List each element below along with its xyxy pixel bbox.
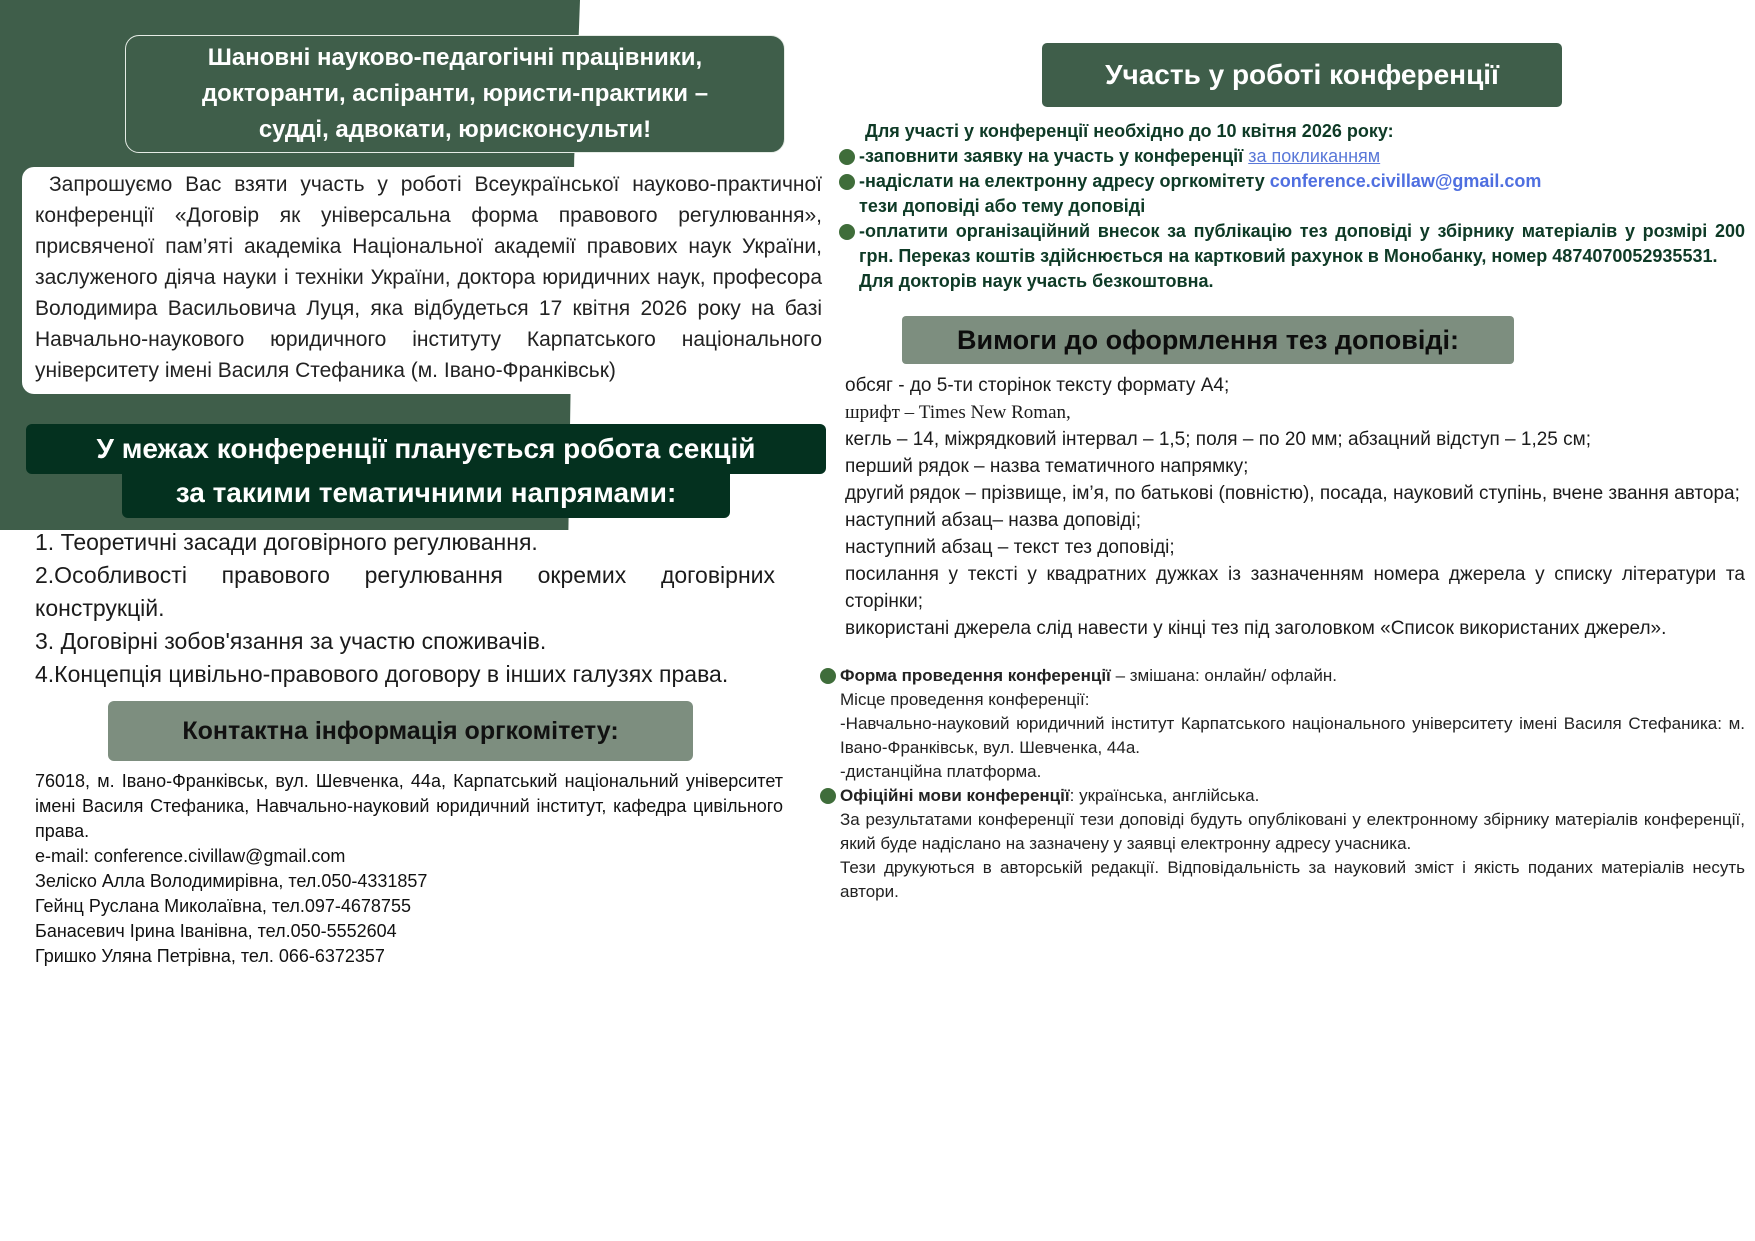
bullet-icon (839, 149, 855, 165)
publication-note: За результатами конференції тези доповіді будуть опубліковані у електронному збірнику матеріалів конференції, який буде надіслано на зазначену у заявці електронну адресу учасника. (840, 810, 1745, 853)
requirements-block (830, 372, 1745, 642)
languages-label: Офіційні мови конференції (840, 786, 1070, 805)
greeting-line: судді, адвокати, юрисконсульти! (258, 116, 652, 143)
req-first-line: перший рядок – назва тематичного напрямку; (845, 456, 1249, 477)
left-column (22, 0, 830, 969)
contact-person: Зеліско Алла Володимирівна, тел.050-4331857 (35, 871, 428, 891)
bullet-icon (820, 788, 836, 804)
topic-item: 4.Концепція цивільно-правового договору в інших галузях права. (35, 661, 729, 687)
invitation-paragraph: Запрошуємо Вас взяти участь у роботі Всеукраїнської науково-практичної конференції «Договір як універсальна форма правового регулювання», присвяченої пам’яті академіка Національної академії правових наук України, заслуженого діяча науки і техніки України, доктора юридичних наук, професора Володимира Васильовича Луця, яка відбудеться 17 квітня 2026 року на базі Навчально-наукового юридичного інституту Карпатського національного університету імені Василя Стефаника (м. Івано-Франківськ) (35, 173, 822, 382)
sections-header (22, 424, 830, 518)
greeting-line: докторанти, аспіранти, юристи-практики – (201, 80, 709, 107)
step-text: -надіслати на електронну адресу оргкомітету (859, 171, 1270, 191)
participation-intro: Для участі у конференції необхідно до 10 квітня 2026 року: (865, 121, 1394, 141)
topic-item: 2.Особливості правового регулювання окремих договірних конструкцій. (35, 562, 775, 621)
sections-header-line1: У межах конференції планується робота секцій (26, 424, 826, 474)
topic-item: 3. Договірні зобов'язання за участю споживачів. (35, 628, 547, 654)
responsibility-note: Тези друкуються в авторській редакції. Відповідальність за науковий зміст і якість поданих матеріалів несуть автори. (840, 858, 1745, 901)
info-format (820, 664, 1745, 688)
req-second-line: другий рядок – прізвище, ім’я, по батькові (повністю), посада, науковий ступінь, вчене звання автора; (845, 483, 1740, 504)
venue-label: Місце проведення конференції: (840, 690, 1090, 709)
step-text: -заповнити заявку на участь у конференції (859, 146, 1249, 166)
requirements-header: Вимоги до оформлення тез доповіді: (902, 316, 1514, 364)
remote-platform: -дистанційна платформа. (840, 762, 1042, 781)
step-text: -оплатити організаційний внесок за публікацію тез доповіді у збірнику матеріалів у розмірі 200 грн. Переказ коштів здійснюється на картковий рахунок в Монобанку, номер 4874070052935531. (859, 221, 1745, 266)
participation-step-payment (835, 219, 1745, 269)
format-value: – змішана: онлайн/ офлайн. (1110, 666, 1337, 685)
participation-step-send (835, 169, 1745, 219)
step-text-tail: тези доповіді або тему доповіді (859, 196, 1146, 216)
right-column (830, 0, 1745, 904)
req-sources: використані джерела слід навести у кінці тез під заголовком «Список використаних джерел». (845, 618, 1667, 639)
info-languages (820, 784, 1745, 808)
intro-card (22, 167, 830, 394)
req-size: кегль – 14, міжрядковий інтервал – 1,5; поля – по 20 мм; абзацний відступ – 1,25 см; (845, 429, 1591, 450)
participation-header: Участь у роботі конференції (1042, 43, 1562, 107)
sections-header-line2: за такими тематичними напрямами: (122, 474, 730, 518)
greeting-header (125, 35, 785, 153)
req-citations: посилання у тексті у квадратних дужках із зазначенням номера джерела у списку літератури та сторінки; (845, 564, 1745, 612)
req-volume: обсяг - до 5-ти сторінок тексту формату А4; (845, 375, 1230, 396)
languages-value: : українська, англійська. (1069, 786, 1260, 805)
contacts-block (22, 769, 783, 969)
contact-person: Гейнц Руслана Миколаївна, тел.097-4678755 (35, 896, 411, 916)
venue-value: -Навчально-науковий юридичний інститут Карпатського національного університету імені Василя Стефаника: м. Івано-Франківськ, вул. Шевченка, 44а. (840, 714, 1745, 757)
format-label: Форма проведення конференції (840, 666, 1111, 685)
bullet-icon (820, 668, 836, 684)
participation-block (830, 119, 1745, 294)
greeting-line: Шановні науково-педагогічні працівники, (207, 44, 703, 71)
contact-email[interactable]: e-mail: conference.civillaw@gmail.com (35, 846, 346, 866)
bullet-icon (839, 224, 855, 240)
req-next-title: наступний абзац– назва доповіді; (845, 510, 1141, 531)
free-participation-note: Для докторів наук участь безкоштовна. (859, 271, 1214, 291)
req-font: шрифт – Times New Roman, (845, 402, 1071, 423)
contact-person: Гришко Уляна Петрівна, тел. 066-6372357 (35, 946, 385, 966)
email-link[interactable]: conference.civillaw@gmail.com (1269, 171, 1542, 191)
topics-list (22, 526, 775, 691)
bullet-icon (839, 174, 855, 190)
contacts-header: Контактна інформація оргкомітету: (108, 701, 693, 761)
intro-text (35, 169, 822, 386)
participation-step-application (835, 144, 1745, 169)
contact-person: Банасевич Ірина Іванівна, тел.050-5552604 (35, 921, 397, 941)
application-link[interactable]: за покликанням (1248, 146, 1381, 166)
topic-item: 1. Теоретичні засади договірного регулювання. (35, 529, 538, 555)
contact-address: 76018, м. Івано-Франківськ, вул. Шевченка, 44а, Карпатський національний університет імені Василя Стефаника, Навчально-науковий юридичний інститут, кафедра цивільного права. (35, 771, 783, 841)
conference-info (820, 664, 1745, 904)
req-next-text: наступний абзац – текст тез доповіді; (845, 537, 1175, 558)
